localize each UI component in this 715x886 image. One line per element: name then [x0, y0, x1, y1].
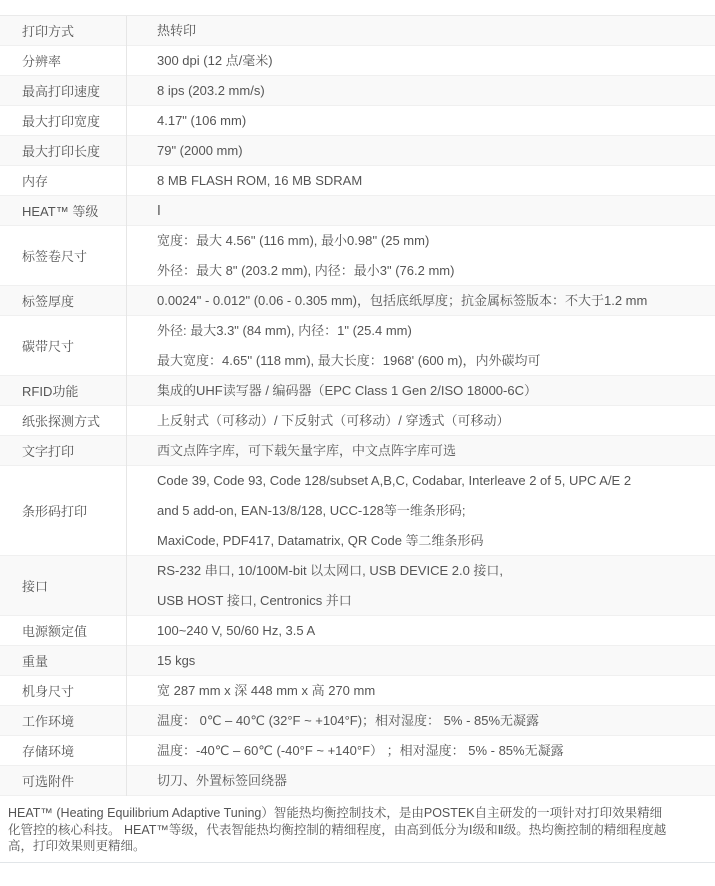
table-row: [0, 706, 715, 736]
spec-label: [0, 616, 127, 646]
spec-label: [0, 706, 127, 736]
spec-label-text: 分辨率: [22, 53, 62, 69]
table-row: [0, 676, 715, 706]
table-row: [0, 166, 715, 196]
spec-value-line: 300 dpi (12 点/毫米): [157, 53, 273, 68]
table-row: [0, 406, 715, 436]
spec-label-text: 最大打印宽度: [22, 113, 101, 129]
spec-value-line: 8 ips (203.2 mm/s): [157, 83, 265, 98]
spec-label-text: 打印方式: [22, 23, 75, 39]
spec-value: [127, 16, 715, 46]
spec-label-text: 接口: [22, 578, 49, 594]
spec-value: [127, 226, 715, 286]
spec-label-text: 可选附件: [22, 773, 75, 789]
spec-value-line: 外径: 最大3.3" (84 mm), 内径：1" (25.4 mm): [157, 323, 412, 338]
spec-value: [127, 196, 715, 226]
footer-note: HEAT™ (Heating Equilibrium Adaptive Tuning）智能热均衡控制技术，是由POSTEK自主研发的一项针对打印效果精细化管控的核心科技。 HEAT™等级，代表智能热均衡控制的精细程度，由高到低分为Ⅰ级和Ⅱ级。热均衡控制的精细程度越高，打印效果则更精细。: [8, 806, 667, 853]
spec-label-text: 内存: [22, 173, 49, 189]
spec-label-text: 标签卷尺寸: [22, 248, 88, 264]
spec-label-text: 工作环境: [22, 713, 75, 729]
spec-value: [127, 466, 715, 556]
table-row: [0, 736, 715, 766]
table-row: [0, 466, 715, 556]
spec-value: [127, 556, 715, 616]
spec-value: [127, 106, 715, 136]
spec-label-text: 最高打印速度: [22, 83, 101, 99]
spec-value-line: 外径：最大 8" (203.2 mm), 内径：最小3" (76.2 mm): [157, 263, 455, 278]
table-row: [0, 286, 715, 316]
table-row: [0, 646, 715, 676]
spec-label: [0, 46, 127, 76]
spec-value-line: 宽度：最大 4.56" (116 mm), 最小0.98'' (25 mm): [157, 233, 430, 248]
spec-label-text: 机身尺寸: [22, 683, 75, 699]
spec-value-line: 温度：-40℃ – 60℃ (-40°F ~ +140°F） ；相对湿度： 5% - 85%无凝露: [157, 743, 564, 758]
spec-label: [0, 316, 127, 376]
spec-label: [0, 766, 127, 796]
spec-label: [0, 76, 127, 106]
spec-value-line: 切刀、外置标签回绕器: [157, 773, 288, 788]
spec-value: [127, 616, 715, 646]
spec-value: [127, 436, 715, 466]
spec-value: [127, 646, 715, 676]
spec-value-line: 宽 287 mm x 深 448 mm x 高 270 mm: [157, 683, 376, 698]
spec-value-line: 西文点阵字库，可下载矢量字库，中文点阵字库可选: [157, 443, 457, 458]
spec-table: [0, 15, 715, 796]
spec-label: [0, 676, 127, 706]
spec-value: [127, 706, 715, 736]
table-row: [0, 76, 715, 106]
spec-value: [127, 136, 715, 166]
table-row: [0, 106, 715, 136]
spec-label-text: 标签厚度: [22, 293, 75, 309]
table-row: [0, 16, 715, 46]
spec-label: [0, 226, 127, 286]
spec-label: [0, 166, 127, 196]
spec-value-line: Ⅰ: [157, 203, 161, 218]
spec-value-line: 上反射式（可移动）/ 下反射式（可移动）/ 穿透式（可移动）: [157, 413, 510, 428]
spec-label: [0, 646, 127, 676]
spec-value-line: RS-232 串口, 10/100M-bit 以太网口, USB DEVICE 2.0 接口,: [157, 563, 504, 578]
spec-label-text: RFID功能: [22, 383, 79, 399]
table-row: [0, 436, 715, 466]
spec-label: [0, 556, 127, 616]
table-row: [0, 616, 715, 646]
spec-value-line: 79" (2000 mm): [157, 143, 243, 158]
spec-value-line: 15 kgs: [157, 653, 196, 668]
table-row: [0, 46, 715, 76]
spec-label-text: 重量: [22, 653, 49, 669]
bottom-divider: [0, 862, 715, 863]
spec-value-line: 集成的UHF读写器 / 编码器（EPC Class 1 Gen 2/ISO 18000-6C）: [157, 383, 537, 398]
spec-value: [127, 766, 715, 796]
spec-value-line: 最大宽度：4.65'' (118 mm), 最大长度：1968' (600 m)，内外碳均可: [157, 353, 541, 368]
spec-label-text: 最大打印长度: [22, 143, 101, 159]
spec-label: [0, 736, 127, 766]
spec-value: [127, 676, 715, 706]
table-row: [0, 556, 715, 616]
spec-label-text: HEAT™ 等级: [22, 203, 99, 219]
table-row: [0, 316, 715, 376]
spec-label: [0, 16, 127, 46]
spec-label: [0, 406, 127, 436]
spec-label: [0, 136, 127, 166]
spec-value-line: 4.17" (106 mm): [157, 113, 247, 128]
spec-label-text: 碳带尺寸: [22, 338, 75, 354]
spec-value-line: 温度： 0℃ – 40℃ (32°F ~ +104°F)；相对湿度： 5% - 85%无凝露: [157, 713, 540, 728]
spec-value-line: Code 39, Code 93, Code 128/subset A,B,C, Codabar, Interleave 2 of 5, UPC A/E 2: [157, 473, 632, 488]
spec-label: [0, 106, 127, 136]
spec-value-line: and 5 add-on, EAN-13/8/128, UCC-128等一维条形码;: [157, 503, 466, 518]
spec-value-line: 8 MB FLASH ROM, 16 MB SDRAM: [157, 173, 363, 188]
spec-label-text: 电源额定值: [22, 623, 88, 639]
spec-label: [0, 466, 127, 556]
table-row: [0, 196, 715, 226]
spec-value: [127, 736, 715, 766]
spec-label-text: 条形码打印: [22, 503, 88, 519]
spec-label-text: 纸张探测方式: [22, 413, 101, 429]
spec-value: [127, 76, 715, 106]
spec-label: [0, 196, 127, 226]
table-row: [0, 226, 715, 286]
spec-value-line: 0.0024" - 0.012" (0.06 - 0.305 mm)，包括底纸厚度；抗金属标签版本：不大于1.2 mm: [157, 293, 648, 308]
spec-value: [127, 286, 715, 316]
table-row: [0, 136, 715, 166]
spec-label: [0, 436, 127, 466]
spec-label-text: 文字打印: [22, 443, 75, 459]
spec-label-text: 存储环境: [22, 743, 75, 759]
spec-value-line: USB HOST 接口, Centronics 并口: [157, 593, 352, 608]
spec-value-line: 热转印: [157, 23, 197, 38]
table-row: [0, 376, 715, 406]
spec-value: [127, 406, 715, 436]
spec-label: [0, 376, 127, 406]
spec-value: [127, 166, 715, 196]
spec-value: [127, 46, 715, 76]
spec-value: [127, 376, 715, 406]
spec-label: [0, 286, 127, 316]
spec-value: [127, 316, 715, 376]
spec-value-line: MaxiCode, PDF417, Datamatrix, QR Code 等二维条形码: [157, 533, 484, 548]
spec-value-line: 100~240 V, 50/60 Hz, 3.5 A: [157, 623, 316, 638]
table-row: [0, 766, 715, 796]
